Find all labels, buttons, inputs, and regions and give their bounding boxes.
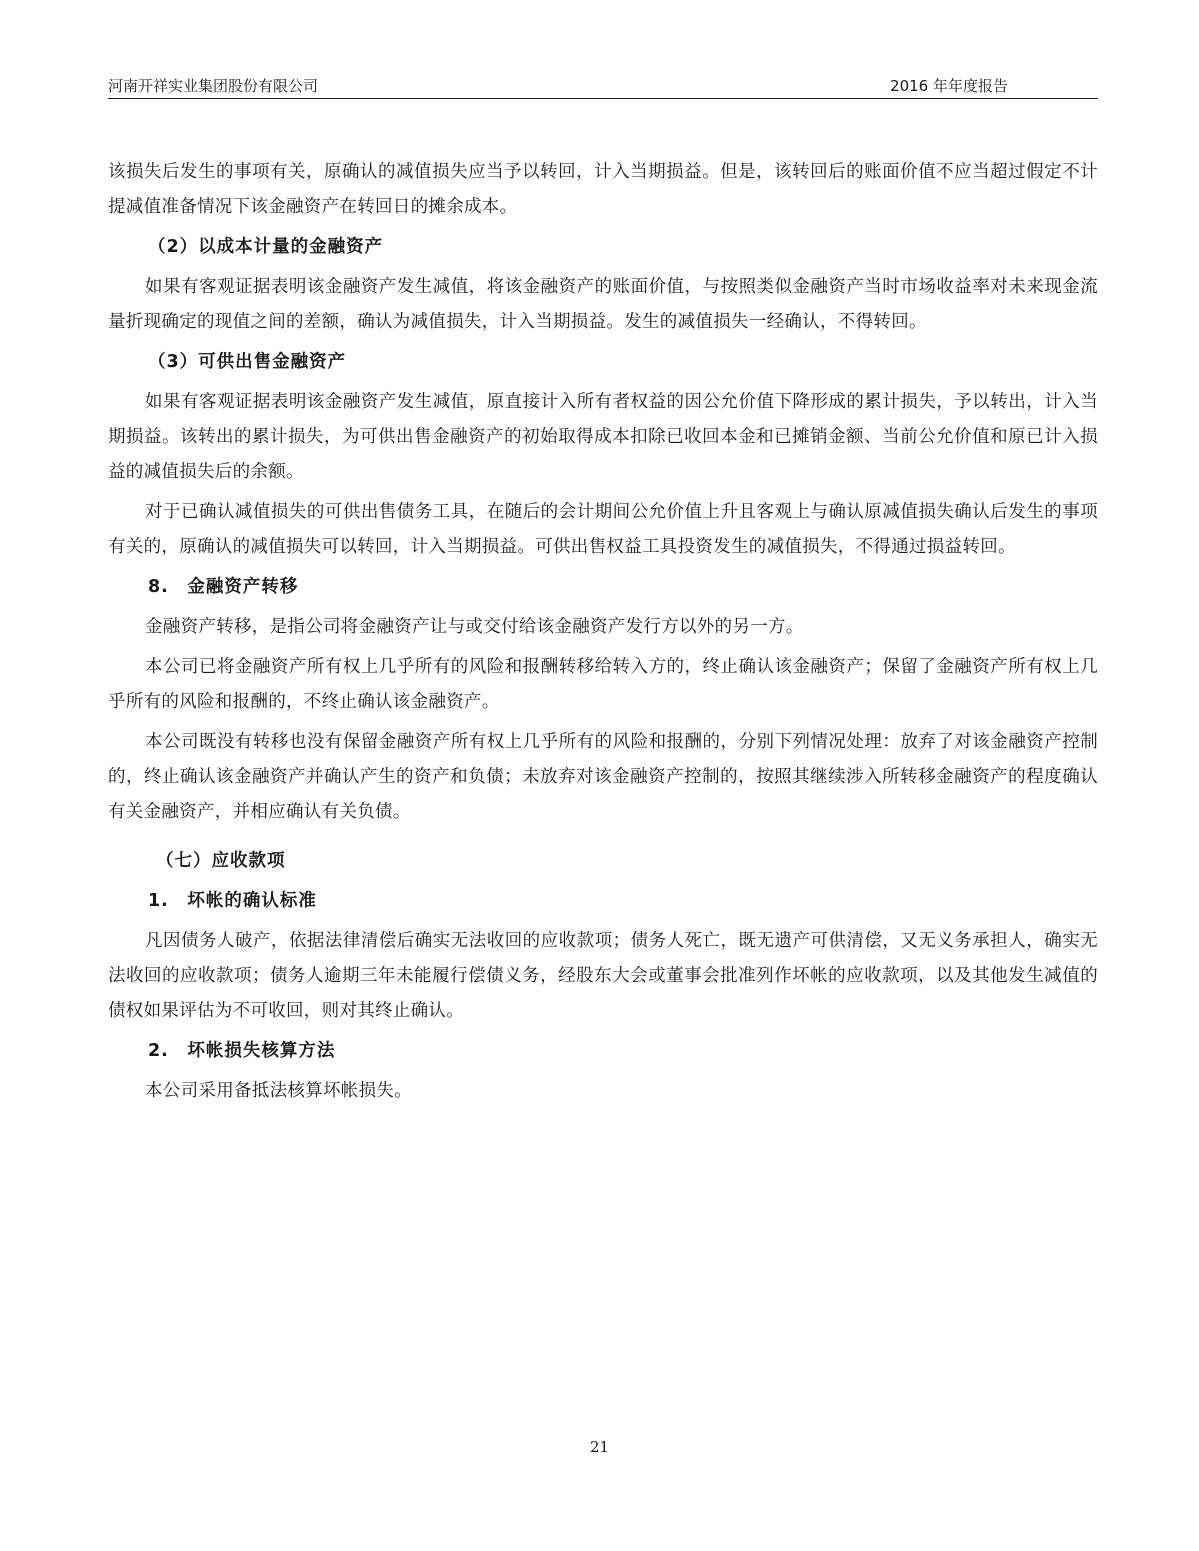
paragraph: 对于已确认减值损失的可供出售债务工具，在随后的会计期间公允价值上升且客观上与确认原减值损失确认后发生的事项有关的，原确认的减值损失可以转回，计入当期损益。可供出售权益工具投资发生的减值损失，不得通过损益转回。 (108, 502, 1098, 557)
company-name: 河南开祥实业集团股份有限公司 (108, 77, 319, 95)
paragraph: 金融资产转移，是指公司将金融资产让与或交付给该金融资产发行方以外的另一方。 (145, 617, 804, 637)
paragraph: 如果有客观证据表明该金融资产发生减值，将该金融资产的账面价值，与按照类似金融资产当时市场收益率对未来现金流量折现确定的现值之间的差额，确认为减值损失，计入当期损益。发生的减值损失一经确认，不得转回。 (108, 277, 1098, 332)
heading-asset-transfer: 8. 金融资产转移 (148, 577, 299, 597)
paragraph: 如果有客观证据表明该金融资产发生减值，原直接计入所有者权益的因公允价值下降形成的累计损失，予以转出，计入当期损益。该转出的累计损失，为可供出售金融资产的初始取得成本扣除已收回本金和已摊销金额、当前公允价值和原已计入损益的减值损失后的余额。 (108, 392, 1098, 482)
subheading-cost-measured: （2）以成本计量的金融资产 (148, 237, 384, 257)
section-heading-receivables: （七）应收款项 (156, 851, 286, 871)
paragraph: 该损失后发生的事项有关，原确认的减值损失应当予以转回，计入当期损益。但是，该转回后的账面价值不应当超过假定不计提减值准备情况下该金融资产在转回日的摊余成本。 (108, 162, 1098, 217)
paragraph: 本公司既没有转移也没有保留金融资产所有权上几乎所有的风险和报酬的，分别下列情况处理：放弃了对该金融资产控制的，终止确认该金融资产并确认产生的资产和负债；未放弃对该金融资产控制的，按照其继续涉入所转移金融资产的程度确认有关金融资产，并相应确认有关负债。 (108, 732, 1098, 822)
report-title: 2016 年年度报告 (890, 77, 1008, 95)
page-number: 21 (589, 1438, 610, 1456)
heading-bad-debt-method: 2. 坏帐损失核算方法 (148, 1041, 336, 1061)
paragraph: 本公司采用备抵法核算坏帐损失。 (145, 1081, 412, 1101)
subheading-available-for-sale: （3）可供出售金融资产 (148, 352, 347, 372)
heading-bad-debt-criteria: 1. 坏帐的确认标准 (148, 891, 317, 911)
paragraph: 凡因债务人破产，依据法律清偿后确实无法收回的应收款项；债务人死亡，既无遗产可供清偿，又无义务承担人，确实无法收回的应收款项；债务人逾期三年未能履行偿债义务，经股东大会或董事会批准列作坏帐的应收款项，以及其他发生减值的债权如果评估为不可收回，则对其终止确认。 (108, 931, 1098, 1021)
page-header (108, 74, 1098, 99)
paragraph: 本公司已将金融资产所有权上几乎所有的风险和报酬转移给转入方的，终止确认该金融资产；保留了金融资产所有权上几乎所有的风险和报酬的，不终止确认该金融资产。 (108, 657, 1098, 712)
page-content (108, 155, 1098, 1114)
